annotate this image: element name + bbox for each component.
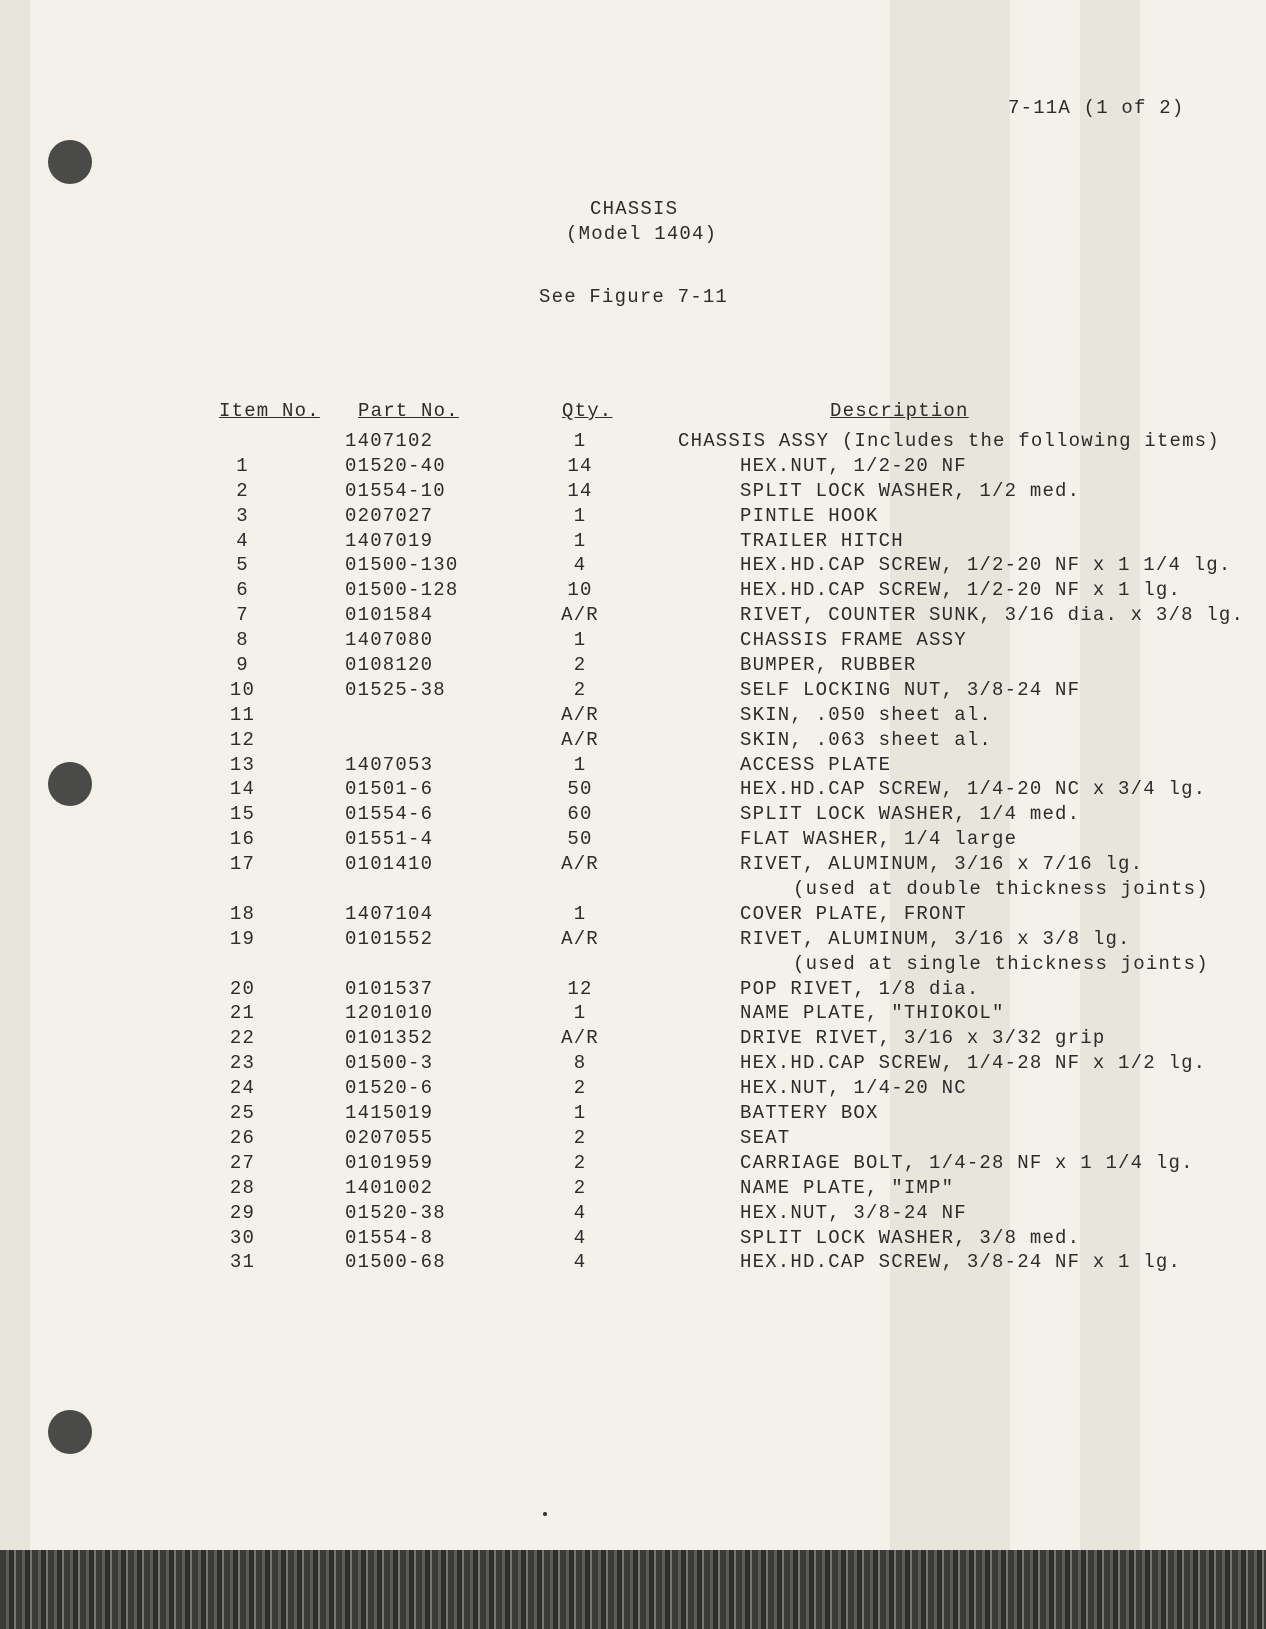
table-row (0, 1202, 1266, 1227)
table-row (0, 1127, 1266, 1152)
description: HEX.HD.CAP SCREW, 3/8-24 NF x 1 lg. (740, 1251, 1182, 1274)
description: HEX.HD.CAP SCREW, 1/4-20 NC x 3/4 lg. (740, 778, 1207, 801)
description: HEX.HD.CAP SCREW, 1/2-20 NF x 1 1/4 lg. (740, 554, 1232, 577)
description: SPLIT LOCK WASHER, 1/2 med. (740, 479, 1081, 502)
qty: 2 (573, 1077, 587, 1100)
table-row (0, 1002, 1266, 1027)
table-row (0, 654, 1266, 679)
table-row (0, 953, 1266, 978)
description: SPLIT LOCK WASHER, 1/4 med. (740, 803, 1081, 826)
description: SPLIT LOCK WASHER, 3/8 med. (740, 1226, 1081, 1249)
table-row (0, 878, 1266, 903)
qty: A/R (561, 1027, 599, 1050)
description: BATTERY BOX (740, 1102, 879, 1125)
item-no: 31 (229, 1251, 256, 1274)
description: ACCESS PLATE (740, 753, 892, 776)
item-no: 20 (229, 977, 256, 1000)
part-no: 01554-10 (345, 479, 446, 502)
description: DRIVE RIVET, 3/16 x 3/32 grip (740, 1027, 1106, 1050)
part-no: 1407019 (345, 529, 434, 552)
item-no: 3 (236, 504, 249, 527)
table-row (0, 530, 1266, 555)
description: RIVET, COUNTER SUNK, 3/16 dia. x 3/8 lg. (740, 604, 1245, 627)
description: SELF LOCKING NUT, 3/8-24 NF (740, 678, 1081, 701)
qty: 2 (573, 1126, 587, 1149)
table-row (0, 928, 1266, 953)
item-no: 17 (229, 853, 256, 876)
qty: 2 (573, 678, 587, 701)
item-no: 6 (236, 579, 249, 602)
item-no: 4 (236, 529, 249, 552)
page-reference: 7-11A (1 of 2) (1008, 97, 1185, 119)
item-no: 22 (229, 1027, 256, 1050)
table-row (0, 1152, 1266, 1177)
table-row (0, 505, 1266, 530)
table-row (0, 1027, 1266, 1052)
table-row (0, 853, 1266, 878)
part-no: 0207055 (345, 1126, 434, 1149)
table-row (0, 480, 1266, 505)
table-row (0, 554, 1266, 579)
item-no: 27 (229, 1151, 256, 1174)
part-no: 0108120 (345, 654, 434, 677)
part-no: 1201010 (345, 1002, 434, 1025)
item-no: 19 (229, 927, 256, 950)
item-no: 15 (229, 803, 256, 826)
punch-hole (48, 140, 92, 184)
part-no: 01500-128 (345, 579, 459, 602)
header-part-no: Part No. (358, 400, 459, 422)
description: (used at single thickness joints) (793, 952, 1209, 975)
item-no: 12 (229, 728, 256, 751)
item-no: 1 (236, 454, 249, 477)
description: RIVET, ALUMINUM, 3/16 x 3/8 lg. (740, 927, 1131, 950)
part-no: 0207027 (345, 504, 434, 527)
part-no: 1407102 (345, 430, 434, 452)
parts-table (0, 430, 1266, 1276)
part-no: 01551-4 (345, 828, 434, 851)
qty: 14 (567, 479, 593, 502)
qty: 1 (573, 1002, 587, 1025)
item-no: 11 (229, 703, 256, 726)
item-no: 21 (229, 1002, 256, 1025)
header-item-no: Item No. (219, 400, 320, 422)
table-row (0, 455, 1266, 480)
qty: 12 (567, 977, 593, 1000)
table-row (0, 704, 1266, 729)
description: NAME PLATE, "IMP" (740, 1176, 955, 1199)
part-no: 0101552 (345, 927, 434, 950)
qty: A/R (561, 703, 599, 726)
table-row (0, 629, 1266, 654)
table-row (0, 430, 1266, 455)
qty: 2 (573, 1176, 587, 1199)
item-no: 23 (229, 1052, 256, 1075)
qty: A/R (561, 853, 599, 876)
qty: A/R (561, 604, 599, 627)
description: HEX.NUT, 3/8-24 NF (740, 1201, 967, 1224)
item-no: 10 (229, 678, 256, 701)
description: SEAT (740, 1126, 791, 1149)
description: TRAILER HITCH (740, 529, 904, 552)
qty: 1 (573, 629, 587, 652)
part-no: 01554-6 (345, 803, 434, 826)
table-row (0, 754, 1266, 779)
description: NAME PLATE, "THIOKOL" (740, 1002, 1005, 1025)
item-no: 13 (229, 753, 256, 776)
item-no: 14 (229, 778, 256, 801)
qty: 14 (567, 454, 593, 477)
description: RIVET, ALUMINUM, 3/16 x 7/16 lg. (740, 853, 1144, 876)
description: SKIN, .063 sheet al. (740, 728, 993, 751)
speck (543, 1512, 547, 1516)
page-subtitle: (Model 1404) (566, 223, 718, 245)
description: HEX.NUT, 1/2-20 NF (740, 454, 967, 477)
description: FLAT WASHER, 1/4 large (740, 828, 1018, 851)
part-no: 1401002 (345, 1176, 434, 1199)
description: CARRIAGE BOLT, 1/4-28 NF x 1 1/4 lg. (740, 1151, 1194, 1174)
item-no: 18 (229, 902, 256, 925)
header-description: Description (830, 400, 969, 422)
qty: 1 (573, 430, 587, 452)
table-row (0, 1102, 1266, 1127)
item-no: 9 (236, 654, 249, 677)
description: (used at double thickness joints) (793, 878, 1209, 901)
description: CHASSIS FRAME ASSY (740, 629, 967, 652)
description: HEX.NUT, 1/4-20 NC (740, 1077, 967, 1100)
table-row (0, 729, 1266, 754)
part-no: 01520-6 (345, 1077, 434, 1100)
item-no: 24 (229, 1077, 256, 1100)
table-row (0, 1077, 1266, 1102)
part-no: 0101410 (345, 853, 434, 876)
description: PINTLE HOOK (740, 504, 879, 527)
table-row (0, 579, 1266, 604)
item-no: 8 (236, 629, 249, 652)
item-no: 26 (229, 1126, 256, 1149)
qty: 4 (573, 1251, 587, 1274)
table-row (0, 604, 1266, 629)
qty: 60 (567, 803, 593, 826)
part-no: 1407080 (345, 629, 434, 652)
qty: 50 (567, 828, 593, 851)
qty: 10 (567, 579, 593, 602)
item-no: 29 (229, 1201, 256, 1224)
qty: 1 (573, 504, 587, 527)
table-row (0, 679, 1266, 704)
qty: 1 (573, 529, 587, 552)
part-no: 1407053 (345, 753, 434, 776)
header-qty: Qty. (562, 400, 613, 422)
qty: 1 (573, 902, 587, 925)
part-no: 01525-38 (345, 678, 446, 701)
part-no: 01500-3 (345, 1052, 434, 1075)
part-no: 01554-8 (345, 1226, 434, 1249)
table-row (0, 1052, 1266, 1077)
table-row (0, 778, 1266, 803)
table-row (0, 803, 1266, 828)
scan-bottom-edge (0, 1550, 1266, 1629)
table-row (0, 978, 1266, 1003)
table-row (0, 903, 1266, 928)
qty: 2 (573, 654, 587, 677)
qty: 1 (573, 753, 587, 776)
part-no: 01500-130 (345, 554, 459, 577)
table-row (0, 1227, 1266, 1252)
item-no: 2 (236, 479, 249, 502)
description: CHASSIS ASSY (Includes the following items) (678, 430, 1220, 452)
item-no: 16 (229, 828, 256, 851)
qty: A/R (561, 728, 599, 751)
qty: 4 (573, 1226, 587, 1249)
part-no: 01500-68 (345, 1251, 446, 1274)
qty: 50 (567, 778, 593, 801)
part-no: 1415019 (345, 1102, 434, 1125)
qty: 4 (573, 1201, 587, 1224)
description: COVER PLATE, FRONT (740, 902, 967, 925)
item-no: 25 (229, 1102, 256, 1125)
part-no: 01520-40 (345, 454, 446, 477)
table-row (0, 1177, 1266, 1202)
figure-reference: See Figure 7-11 (539, 286, 729, 308)
description: SKIN, .050 sheet al. (740, 703, 993, 726)
item-no: 5 (236, 554, 249, 577)
table-row (0, 828, 1266, 853)
description: HEX.HD.CAP SCREW, 1/4-28 NF x 1/2 lg. (740, 1052, 1207, 1075)
qty: 4 (573, 554, 587, 577)
description: BUMPER, RUBBER (740, 654, 917, 677)
part-no: 01501-6 (345, 778, 434, 801)
description: HEX.HD.CAP SCREW, 1/2-20 NF x 1 lg. (740, 579, 1182, 602)
item-no: 30 (229, 1226, 256, 1249)
part-no: 0101352 (345, 1027, 434, 1050)
qty: 1 (573, 1102, 587, 1125)
qty: 2 (573, 1151, 587, 1174)
part-no: 0101584 (345, 604, 434, 627)
item-no: 7 (236, 604, 249, 627)
part-no: 1407104 (345, 902, 434, 925)
part-no: 0101959 (345, 1151, 434, 1174)
description: POP RIVET, 1/8 dia. (740, 977, 980, 1000)
part-no: 0101537 (345, 977, 434, 1000)
part-no: 01520-38 (345, 1201, 446, 1224)
item-no: 28 (229, 1176, 256, 1199)
qty: A/R (561, 927, 599, 950)
punch-hole (48, 1410, 92, 1454)
page-title: CHASSIS (590, 198, 679, 220)
qty: 8 (573, 1052, 587, 1075)
table-row (0, 1251, 1266, 1276)
